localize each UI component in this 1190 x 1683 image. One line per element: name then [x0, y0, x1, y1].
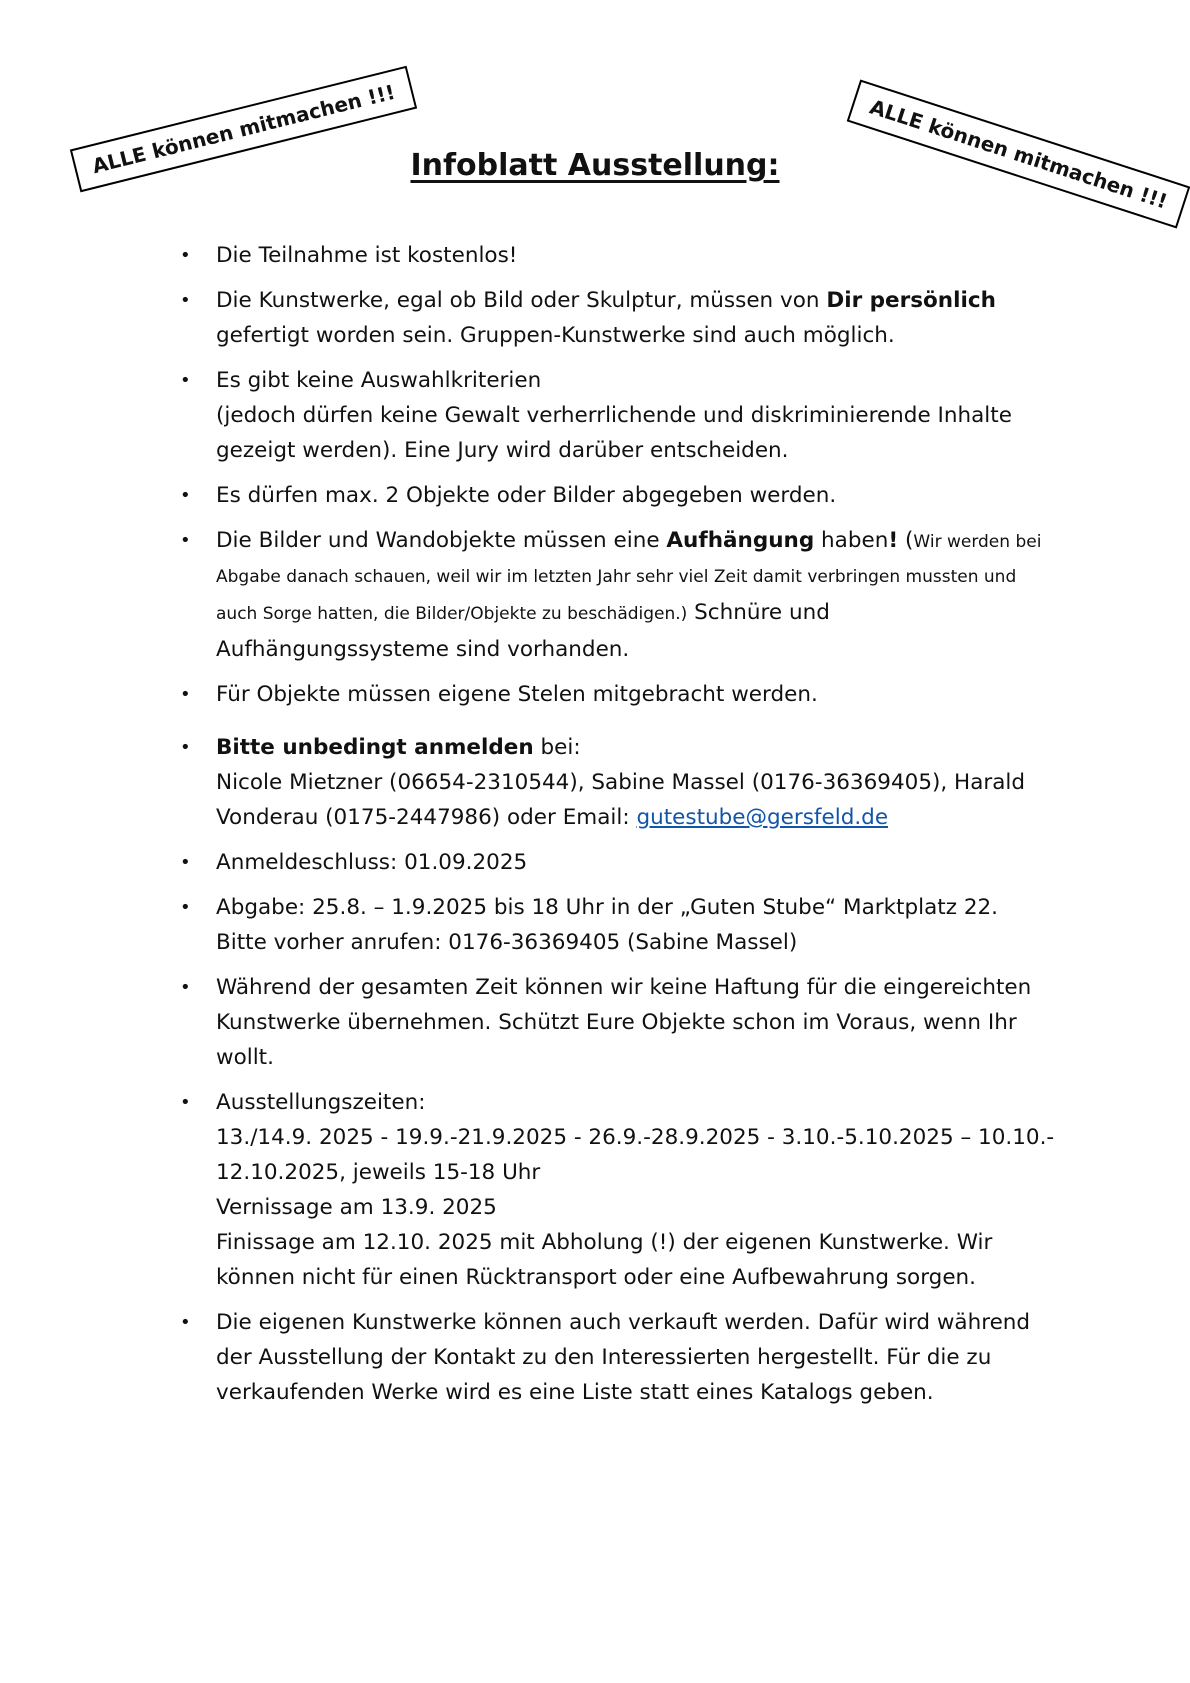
text-segment: haben	[814, 528, 889, 553]
bullet-icon: •	[180, 530, 191, 551]
bullet-icon: •	[180, 245, 191, 266]
stamp-right: ALLE können mitmachen !!!	[847, 79, 1190, 228]
text-line: Es gibt keine Auswahlkriterien	[216, 368, 542, 393]
text-line	[216, 800, 1060, 835]
bullet-icon: •	[180, 290, 191, 311]
text-line: Es dürfen max. 2 Objekte oder Bilder abgegeben werden.	[216, 483, 837, 508]
bullet-icon: •	[180, 852, 191, 873]
list-item	[180, 970, 1060, 1075]
bullet-icon: •	[180, 485, 191, 506]
list-item	[180, 730, 1060, 835]
small-text: Wir werden bei	[913, 532, 1042, 552]
list-item	[180, 1085, 1060, 1295]
page-title: Infoblatt Ausstellung:	[410, 148, 780, 183]
small-text-line: Abgabe danach schauen, weil wir im letzten Jahr sehr viel Zeit damit verbringen mussten und	[216, 567, 1017, 587]
info-list	[180, 238, 1060, 1420]
text-line: Bitte vorher anrufen: 0176-36369405 (Sabine Massel)	[216, 930, 798, 955]
text-segment: Vonderau (0175-2447986) oder Email:	[216, 805, 637, 830]
bullet-icon: •	[180, 684, 191, 705]
text-line: können nicht für einen Rücktransport oder eine Aufbewahrung sorgen.	[216, 1265, 977, 1290]
text-line: gezeigt werden). Eine Jury wird darüber entscheiden.	[216, 438, 789, 463]
list-item	[180, 363, 1060, 468]
bullet-icon: •	[180, 370, 191, 391]
text-line: Anmeldeschluss: 01.09.2025	[216, 850, 528, 875]
bullet-icon: •	[180, 897, 191, 918]
list-item	[180, 283, 1060, 353]
text-segment: Die Kunstwerke, egal ob Bild oder Skulptur, müssen von	[216, 288, 827, 313]
text-line: Vernissage am 13.9. 2025	[216, 1195, 497, 1220]
bullet-icon: •	[180, 737, 191, 758]
bold-text: !	[888, 528, 899, 553]
list-item	[180, 523, 1060, 667]
text-line: Ausstellungszeiten:	[216, 1090, 426, 1115]
list-item	[180, 677, 1060, 712]
text-line	[216, 595, 1060, 632]
text-segment: Schnüre und	[687, 600, 830, 625]
text-segment: Die Bilder und Wandobjekte müssen eine	[216, 528, 667, 553]
text-line: Während der gesamten Zeit können wir keine Haftung für die eingereichten	[216, 975, 1032, 1000]
text-line	[216, 283, 1060, 318]
bold-text: Dir persönlich	[826, 288, 996, 313]
text-line: Nicole Mietzner (06654-2310544), Sabine Massel (0176-36369405), Harald	[216, 770, 1026, 795]
text-line: wollt.	[216, 1045, 274, 1070]
text-line: Abgabe: 25.8. – 1.9.2025 bis 18 Uhr in der „Guten Stube“ Marktplatz 22.	[216, 895, 999, 920]
text-line	[216, 730, 1060, 765]
stamp-left: ALLE können mitmachen !!!	[70, 66, 417, 193]
text-line: Die Teilnahme ist kostenlos!	[216, 243, 518, 268]
list-item	[180, 478, 1060, 513]
text-line: (jedoch dürfen keine Gewalt verherrlichende und diskriminierende Inhalte	[216, 403, 1012, 428]
text-segment: bei:	[533, 735, 581, 760]
bullet-icon: •	[180, 1092, 191, 1113]
text-segment: (	[898, 528, 914, 553]
text-line: 12.10.2025, jeweils 15-18 Uhr	[216, 1160, 541, 1185]
text-line: der Ausstellung der Kontakt zu den Interessierten hergestellt. Für die zu	[216, 1345, 992, 1370]
text-line: verkaufenden Werke wird es eine Liste statt eines Katalogs geben.	[216, 1380, 934, 1405]
text-line: Kunstwerke übernehmen. Schützt Eure Objekte schon im Voraus, wenn Ihr	[216, 1010, 1017, 1035]
small-text: auch Sorge hatten, die Bilder/Objekte zu beschädigen.)	[216, 604, 688, 624]
email-link[interactable]: gutestube@gersfeld.de	[636, 805, 889, 830]
text-line: Finissage am 12.10. 2025 mit Abholung (!) der eigenen Kunstwerke. Wir	[216, 1230, 993, 1255]
list-item	[180, 845, 1060, 880]
bullet-icon: •	[180, 977, 191, 998]
list-item	[180, 1305, 1060, 1410]
bold-text: Bitte unbedingt anmelden	[216, 735, 534, 760]
bold-text: Aufhängung	[666, 528, 815, 553]
text-line: Aufhängungssysteme sind vorhanden.	[216, 637, 630, 662]
text-line: Für Objekte müssen eigene Stelen mitgebracht werden.	[216, 682, 818, 707]
list-item	[180, 890, 1060, 960]
text-line: 13./14.9. 2025 - 19.9.-21.9.2025 - 26.9.-28.9.2025 - 3.10.-5.10.2025 – 10.10.-	[216, 1125, 1055, 1150]
bullet-icon: •	[180, 1312, 191, 1333]
list-item	[180, 238, 1060, 273]
text-line: Die eigenen Kunstwerke können auch verkauft werden. Dafür wird während	[216, 1310, 1031, 1335]
text-line	[216, 523, 1060, 560]
text-line: gefertigt worden sein. Gruppen-Kunstwerke sind auch möglich.	[216, 323, 895, 348]
